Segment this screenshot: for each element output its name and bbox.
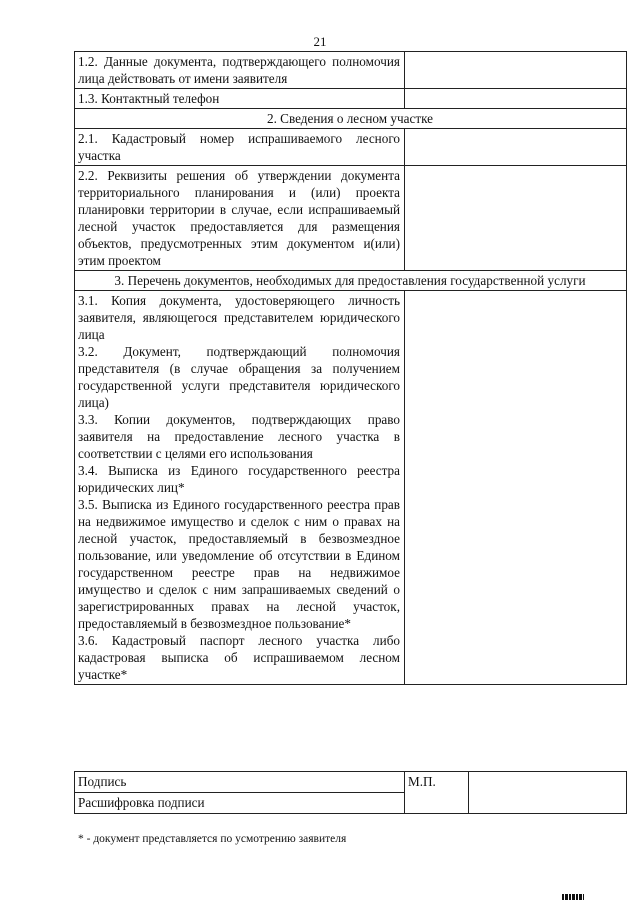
- value-contact-phone[interactable]: [405, 89, 627, 109]
- label-cadastral-number: 2.1. Кадастровый номер испрашиваемого лесного участка: [75, 129, 405, 166]
- table-row: [75, 291, 627, 685]
- signature-table: [74, 771, 627, 814]
- list-item: 3.3. Копии документов, подтверждающих право заявителя на предоставление лесного участка в соответствии с целями его использования: [78, 412, 400, 461]
- label-signature: Подпись: [75, 772, 405, 793]
- label-contact-phone: 1.3. Контактный телефон: [75, 89, 405, 109]
- documents-list: [75, 291, 405, 685]
- list-item: 3.5. Выписка из Единого государственного реестра прав на недвижимое имущество и сделок с ним о правах на лесной участок, предоставляемый в безвозмездное пользование, или уведомление об отсутствии в Едином государственном реестре прав на недвижимое имущество и сделок с ним запрашиваемых сведений о зарегистрированных правах на лесной участок, предоставляемый в безвозмездное пользование*: [78, 497, 400, 631]
- application-form-table: [74, 51, 627, 685]
- label-planning-decision: 2.2. Реквизиты решения об утверждении документа территориального планирования и (или) проекта планировки территории в случае, если испрашиваемый лесной участок предоставляется для размещения объектов, предусмотренных этим документом и(или) этим проектом: [75, 166, 405, 271]
- section-header-row: [75, 109, 627, 129]
- table-row: [75, 129, 627, 166]
- list-item: 3.2. Документ, подтверждающий полномочия представителя (в случае обращения за получением государственной услуги представителя юридического лица): [78, 344, 400, 410]
- footnote: * - документ представляется по усмотрению заявителя: [78, 833, 347, 845]
- value-documents[interactable]: [405, 291, 627, 685]
- section-documents-list: 3. Перечень документов, необходимых для предоставления государственной услуги: [75, 271, 627, 291]
- value-cadastral-number[interactable]: [405, 129, 627, 166]
- label-representative-document: 1.2. Данные документа, подтверждающего полномочия лица действовать от имени заявителя: [75, 52, 405, 89]
- barcode-mark: [562, 894, 584, 900]
- table-row: [75, 772, 627, 793]
- table-row: [75, 52, 627, 89]
- section-header-row: [75, 271, 627, 291]
- list-item: 3.1. Копия документа, удостоверяющего личность заявителя, являющегося представителем юридического лица: [78, 293, 400, 342]
- page-number: 21: [313, 34, 327, 49]
- list-item: 3.4. Выписка из Единого государственного реестра юридических лиц*: [78, 463, 400, 495]
- value-signature[interactable]: [469, 772, 627, 814]
- label-signature-decode: Расшифровка подписи: [75, 793, 405, 814]
- value-representative-document[interactable]: [405, 52, 627, 89]
- table-row: [75, 89, 627, 109]
- table-row: [75, 166, 627, 271]
- value-planning-decision[interactable]: [405, 166, 627, 271]
- list-item: 3.6. Кадастровый паспорт лесного участка либо кадастровая выписка об испрашиваемом лесном участке*: [78, 633, 400, 682]
- section-forest-plot: 2. Сведения о лесном участке: [75, 109, 627, 129]
- stamp-place: М.П.: [405, 772, 469, 814]
